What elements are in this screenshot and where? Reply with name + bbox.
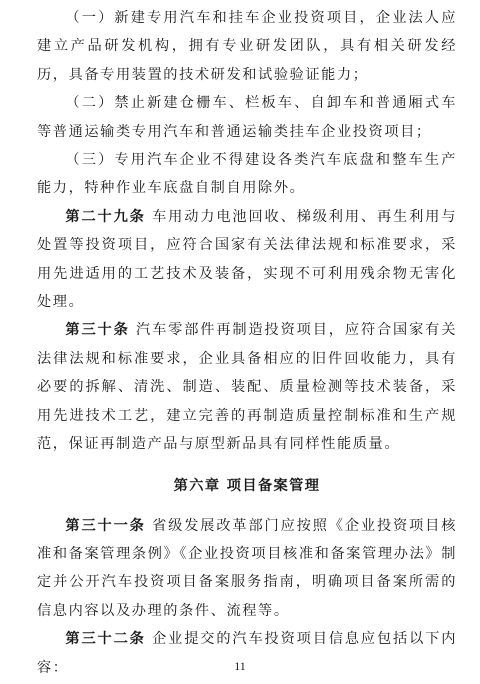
- paragraph: [37, 4, 457, 89]
- paragraph: [37, 146, 457, 203]
- article-29: [37, 203, 457, 317]
- article-number: 第三十条: [65, 322, 130, 339]
- paragraph: [37, 89, 457, 146]
- paragraph-text: （一）新建专用汽车和挂车企业投资项目，企业法人应建立产品研发机构，拥有专业研发团队，具有相关研发经历，具备专用装置的技术研发和试验验证能力；: [37, 10, 457, 83]
- article-number: 第三十二条: [65, 631, 146, 648]
- paragraph-text: 企业提交的汽车投资项目信息应包括以下内容：: [37, 631, 457, 676]
- paragraph-text: （二）禁止新建仓栅车、栏板车、自卸车和普通厢式车等普通运输类专用汽车和普通运输类挂车企业投资项目；: [37, 95, 457, 140]
- page-number: 11: [234, 659, 246, 673]
- paragraph-text: 省级发展改革部门应按照《企业投资项目核准和备案管理条例》《企业投资项目核准和备案管理办法》制定并公开汽车投资项目备案服务指南，明确项目备案所需的信息内容以及办理的条件、流程等。: [37, 517, 457, 619]
- article-30: [37, 316, 457, 458]
- article-number: 第二十九条: [65, 208, 146, 225]
- article-31: [37, 512, 457, 626]
- paragraph-text: （三）专用汽车企业不得建设各类汽车底盘和整车生产能力，特种作业车底盘自制自用除外。: [37, 152, 457, 197]
- article-number: 第三十一条: [65, 517, 146, 534]
- paragraph-text: 车用动力电池回收、梯级利用、再生利用与处置等投资项目，应符合国家有关法律法规和标准要求，采用先进适用的工艺技术及装备，实现不可利用残余物无害化处理。: [37, 208, 457, 311]
- paragraph-text: 汽车零部件再制造投资项目，应符合国家有关法律法规和标准要求，企业具备相应的旧件回收能力，具有必要的拆解、清洗、制造、装配、质量检测等技术装备，采用先进技术工艺，建立完善的再制造质量控制标准和生产规范，保证再制造产品与原型新品具有同样性能质量。: [37, 322, 457, 453]
- chapter-heading: 第六章 项目备案管理: [173, 477, 321, 494]
- page-content: [37, 4, 457, 682]
